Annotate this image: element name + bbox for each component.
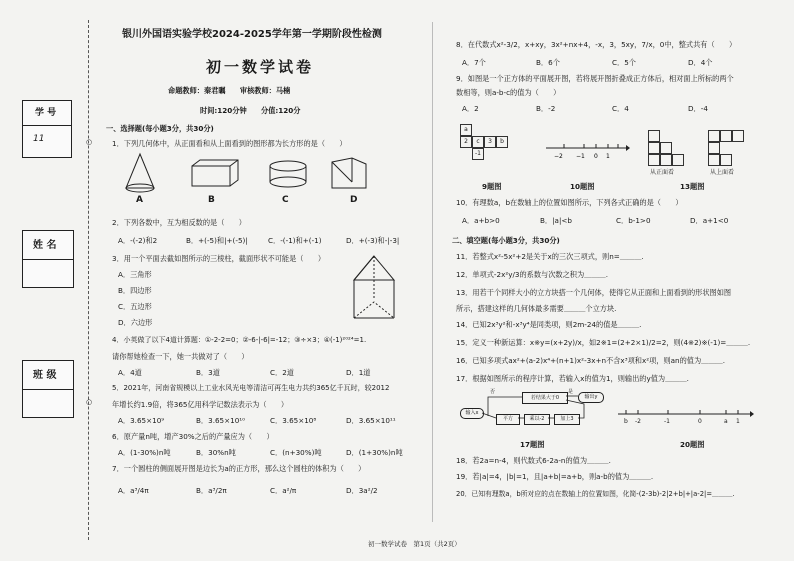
q4-opt-d[interactable]: D．1道 [346, 368, 371, 377]
cone-shape [126, 154, 154, 192]
q17-text: 17．根据如图所示的程序计算，若输入x的值为1，则输出的y值为＿＿＿. [456, 374, 689, 383]
flowchart-q17 [460, 388, 610, 434]
nl20-neg2: -2 [635, 418, 641, 425]
fig17-caption: 17题图 [520, 440, 545, 449]
svg-text:−1: −1 [576, 153, 585, 160]
nl20-a: a [724, 418, 728, 425]
flow-times: 乘以-2 [524, 414, 550, 425]
nl20-one: 1 [736, 418, 740, 425]
q2-text: 2．下列各数中，互为相反数的是（ ） [112, 218, 246, 227]
q7-opt-d[interactable]: D．3a²/2 [346, 486, 378, 495]
q4-text: 4．小英做了以下4道计算题：①-2-2=0；②-6-|-6|=-12；③÷×3；④(-1)²⁰²⁴=1. [112, 336, 367, 344]
q4-text-2: 请你帮她检查一下，她一共做对了（ ） [112, 352, 249, 361]
q3-opt-c[interactable]: C．五边形 [118, 302, 152, 311]
q1-figures [120, 152, 380, 200]
page-footer: 初一数学试卷 第1页（共2页） [368, 540, 461, 548]
q9-opt-c[interactable]: C．4 [612, 104, 629, 113]
fig10-caption: 10题图 [570, 182, 595, 191]
flow-yes: 是 [568, 389, 574, 395]
q3-opt-a[interactable]: A．三角形 [118, 270, 152, 279]
class-label: 班 级 [33, 370, 57, 381]
q15-text: 15．定义一种新运算：x※y=(x+2y)/x，如2※1=(2+2×1)/2=2，则(4※2)※(-1)=＿＿＿. [456, 338, 751, 347]
q2-opt-d[interactable]: D．+(-3)和-|-3| [346, 236, 400, 245]
prism-shape [332, 158, 366, 188]
q6-opt-a[interactable]: A．(1-30%)n吨 [118, 448, 171, 457]
q2-opt-c[interactable]: C．-(-1)和+(-1) [268, 236, 322, 245]
time-line: 时间:120分钟 分值:120分 [200, 106, 301, 115]
q7-text: 7．一个圆柱的侧面展开图是边长为a的正方形，那么这个圆柱的体积为（ ） [112, 464, 366, 473]
q1-opt-d[interactable]: D [350, 195, 358, 205]
q6-opt-c[interactable]: C．(n+30%)吨 [270, 448, 322, 457]
q6-opt-b[interactable]: B．30%n吨 [196, 448, 236, 457]
q5-opt-d[interactable]: D．3.65×10¹¹ [346, 416, 396, 425]
q1-opt-c[interactable]: C [282, 195, 289, 205]
q10-opt-d[interactable]: D．a+1<0 [690, 216, 729, 225]
q9-text: 9．如图是一个正方体的平面展开图，若将展开图折叠成正方体后，相对面上所标的两个 [456, 74, 734, 83]
q11-text: 11．若整式x²-5x²+2是关于x的三次三项式，则n=＿＿＿. [456, 252, 644, 261]
student-id-label: 学 号 [35, 108, 57, 118]
q9-opt-d[interactable]: D．-4 [688, 104, 708, 113]
q9-text-2: 数相等，则a-b-c的值为（ ） [456, 88, 561, 97]
flow-input: 输入x [460, 408, 484, 419]
fig13-caption: 13题图 [680, 182, 705, 191]
q3-opt-b[interactable]: B．四边形 [118, 286, 152, 295]
q12-text: 12．单项式-2x²y/3的系数与次数之积为＿＿＿. [456, 270, 608, 279]
q2-opt-b[interactable]: B．+(-5)和|+(-5)| [186, 236, 248, 245]
nl20-b: b [624, 418, 628, 425]
svg-text:0: 0 [594, 153, 598, 160]
flow-output: 输出y [578, 392, 604, 403]
q1-opt-a[interactable]: A [136, 195, 143, 205]
section1-heading: 一、选择题(每小题3分，共30分) [106, 124, 214, 133]
q18-text: 18．若2a=n-4，则代数式6-2a-n的值为＿＿＿. [456, 456, 611, 465]
q14-text: 14．已知2x³y²和-x³y⁴是同类项，则2m-24的值是＿＿＿. [456, 320, 642, 329]
class-box [22, 360, 74, 418]
q4-opt-c[interactable]: C．2道 [270, 368, 294, 377]
flow-condition: 若结果大于0 [522, 392, 568, 404]
number-line-q10 [544, 138, 630, 162]
top-view-figure [708, 130, 742, 166]
school-title: 银川外国语实验学校2024-2025学年第一学期阶段性检测 [122, 29, 382, 40]
q13-text-2: 所示，搭建这样的几何体最多需要＿＿＿个立方块. [456, 304, 617, 313]
svg-text:−2: −2 [554, 153, 563, 160]
flow-square: 平方 [496, 414, 520, 425]
q5-text-2: 年增长约1.9倍，将365亿用科学记数法表示为（ ） [112, 400, 289, 409]
q9-opt-b[interactable]: B．-2 [536, 104, 556, 113]
q7-opt-c[interactable]: C．a²/π [270, 486, 297, 495]
q10-opt-b[interactable]: B．|a|<b [540, 216, 572, 225]
q8-opt-d[interactable]: D．4个 [688, 58, 713, 67]
q9-opt-a[interactable]: A．2 [462, 104, 479, 113]
q5-opt-a[interactable]: A．3.65×10⁹ [118, 416, 165, 425]
q7-opt-b[interactable]: B．a³/2π [196, 486, 227, 495]
front-view-label: 从正面看 [650, 169, 675, 176]
binding-line [88, 20, 89, 540]
q16-text: 16．已知多项式ax²+(a-2)x⁴+(n+1)x²-3x+n不含x³项和x²项，则an的值为＿＿＿. [456, 356, 726, 365]
q3-text: 3．用一个平面去截如图所示的三棱柱，截面形状不可能是（ ） [112, 254, 326, 263]
q10-opt-c[interactable]: C．b-1>0 [616, 216, 651, 225]
q3-opt-d[interactable]: D．六边形 [118, 318, 153, 327]
q5-opt-b[interactable]: B．3.65×10¹⁰ [196, 416, 246, 425]
q20-text: 20．已知有理数a，b所对应的点在数轴上的位置如图，化简-(2-3b)-2|2+b|+|a-2|=＿＿＿. [456, 490, 735, 498]
q19-text: 19．若|a|=4，|b|=1，且|a+b|=a+b，则a-b的值为＿＿＿. [456, 472, 654, 481]
top-view-label: 从上面看 [710, 169, 735, 176]
flow-no: 否 [490, 389, 496, 395]
cuboid-shape [192, 160, 238, 186]
student-id-value: 11 [33, 134, 45, 144]
front-view-figure [648, 130, 682, 166]
fig20-caption: 20题图 [680, 440, 705, 449]
section2-heading: 二、填空题(每小题3分，共30分) [452, 236, 560, 245]
q1-opt-b[interactable]: B [208, 195, 215, 205]
q5-opt-c[interactable]: C．3.65×10⁸ [270, 416, 317, 425]
q5-text: 5．2021年，河南省规模以上工业水风光电等清洁可再生电力共约365亿千瓦时，较2012 [112, 384, 390, 392]
q8-opt-b[interactable]: B．6个 [536, 58, 560, 67]
name-label: 姓 名 [33, 240, 57, 251]
nl20-neg1: -1 [664, 418, 670, 425]
author-line: 命题教师：秦君瞩 审核教师：马楠 [168, 86, 291, 95]
q4-opt-b[interactable]: B．3道 [196, 368, 220, 377]
q6-text: 6．原产量n吨，增产30%之后的产量应为（ ） [112, 432, 274, 441]
q7-opt-a[interactable]: A．a³/4π [118, 486, 149, 495]
flow-add: 加上3 [554, 414, 580, 425]
q2-opt-a[interactable]: A．-(-2)和2 [118, 236, 158, 245]
svg-text:1: 1 [606, 153, 610, 160]
q4-opt-a[interactable]: A．4道 [118, 368, 142, 377]
q1-text: 1．下列几何体中，从正面看和从上面看到的图形都为长方形的是（ ） [112, 139, 347, 148]
student-id-box [22, 100, 72, 158]
q10-text: 10．有理数a，b在数轴上的位置如图所示，下列各式正确的是（ ） [456, 198, 683, 207]
q10-opt-a[interactable]: A．a+b>0 [462, 216, 500, 225]
cylinder-shape [270, 161, 306, 187]
q8-opt-a[interactable]: A．7个 [462, 58, 486, 67]
nl20-zero: 0 [698, 418, 702, 425]
exam-title: 初一数学试卷 [206, 58, 315, 76]
fig9-caption: 9题图 [482, 182, 502, 191]
name-box [22, 230, 74, 288]
q13-text: 13．用若干个同样大小的立方块搭一个几何体，使得它从正面和上面看到的形状图如图 [456, 288, 732, 297]
q6-opt-d[interactable]: D．(1+30%)n吨 [346, 448, 403, 457]
triangular-prism-figure [348, 252, 404, 326]
q8-opt-c[interactable]: C．5个 [612, 58, 636, 67]
q8-text: 8．在代数式x²-3/2，x+xy，3x²+nx+4，-x，3，5xy，7/x，0中，整式共有（ ） [456, 40, 737, 49]
cube-net-figure: a 2 c 3 b -1 [460, 124, 520, 170]
